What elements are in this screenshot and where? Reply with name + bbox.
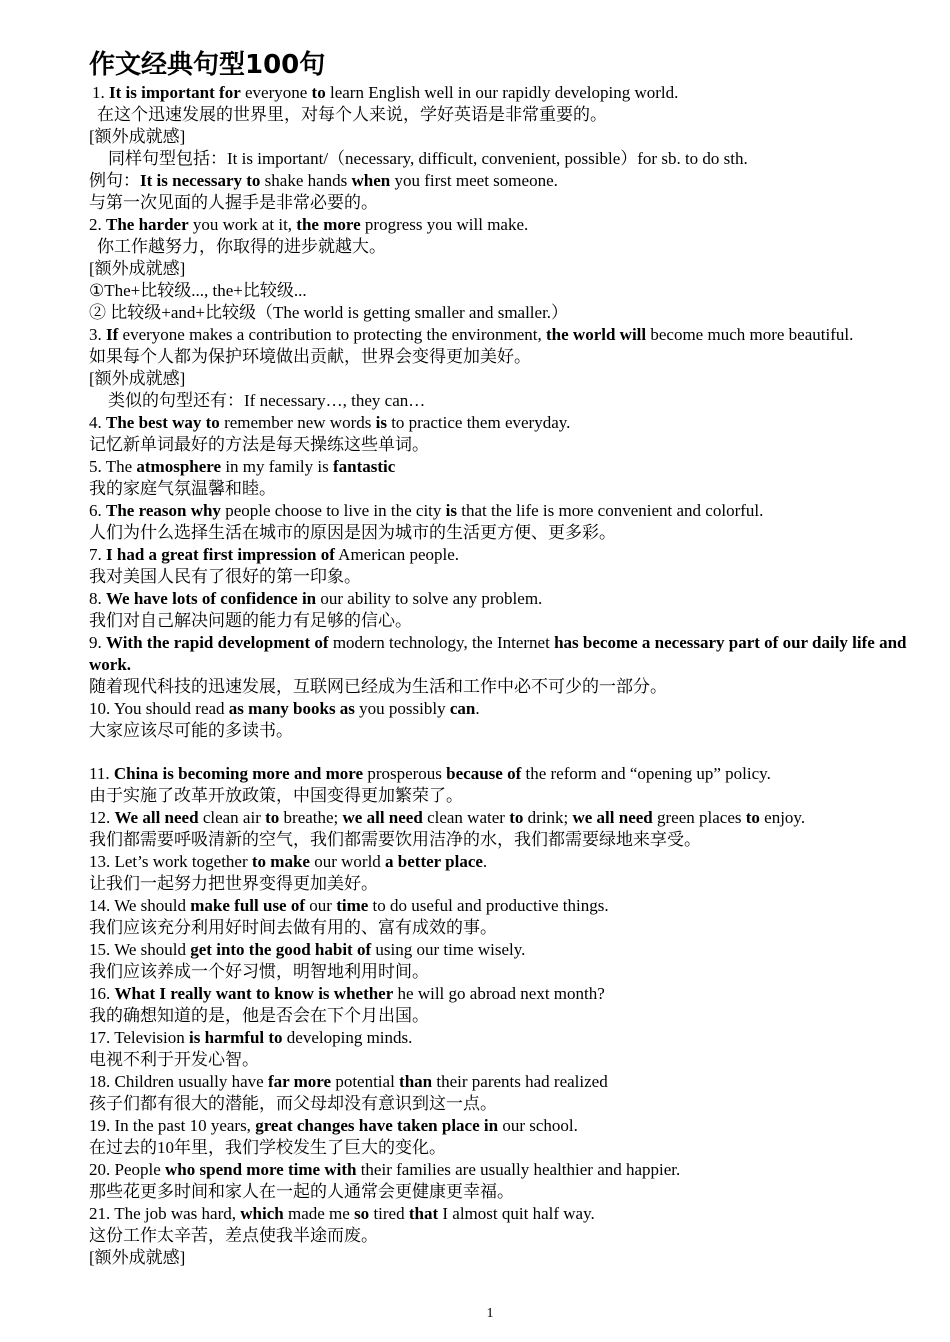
text-line xyxy=(89,82,909,104)
text-line xyxy=(89,346,909,368)
text-run: 与第一次见面的人握手是非常必要的。 xyxy=(89,193,378,212)
text-run: the reform and “opening up” policy. xyxy=(521,764,771,783)
bold-phrase: time xyxy=(336,896,369,915)
bold-phrase: fantastic xyxy=(332,457,396,476)
bold-phrase: a better place xyxy=(385,852,483,871)
text-line xyxy=(89,456,909,478)
text-run: 孩子们都有很大的潜能，而父母却没有意识到这一点。 xyxy=(89,1094,497,1113)
text-run: made me xyxy=(283,1204,355,1223)
bold-phrase: to xyxy=(311,83,326,102)
bold-phrase: make full use of xyxy=(190,896,306,915)
text-line xyxy=(89,698,909,720)
text-line xyxy=(89,1049,909,1071)
text-line xyxy=(89,895,909,917)
text-run: 例句： xyxy=(89,171,140,190)
text-line xyxy=(89,148,909,170)
bold-phrase: The reason why xyxy=(106,501,221,520)
text-run: prosperous xyxy=(363,764,447,783)
bold-phrase: far more xyxy=(267,1072,332,1091)
text-run: everyone xyxy=(240,83,312,102)
text-run: our ability to solve any problem. xyxy=(316,589,543,608)
bold-phrase: to make xyxy=(251,852,310,871)
text-run: 2. xyxy=(89,215,106,234)
bold-phrase: The best way to xyxy=(106,413,220,432)
document-title: 作文经典句型100句 xyxy=(89,50,326,80)
text-run: 记忆新单词最好的方法是每天操练这些单词。 xyxy=(89,435,429,454)
bold-phrase: which xyxy=(240,1204,284,1223)
bold-phrase: get into the good habit of xyxy=(190,940,372,959)
text-run: 同样句型包括：It is important/（necessary, difficult, convenient, possible）for sb. to do sth. xyxy=(108,149,748,168)
text-run: 3. xyxy=(89,325,106,344)
text-line xyxy=(89,324,909,346)
bold-phrase: to xyxy=(265,808,280,827)
bold-phrase: is xyxy=(375,413,387,432)
bold-phrase: the world will xyxy=(546,325,647,344)
text-line xyxy=(89,302,909,324)
text-run: 类似的句型还有：If necessary…, they can… xyxy=(108,391,426,410)
text-run: their families are usually healthier and happier. xyxy=(356,1160,681,1179)
text-line xyxy=(89,236,909,258)
text-line xyxy=(89,763,909,785)
text-run: 12. xyxy=(89,808,115,827)
text-line xyxy=(89,214,909,236)
text-run: shake hands xyxy=(260,171,352,190)
text-line xyxy=(89,1071,909,1093)
bold-phrase: can xyxy=(449,699,476,718)
text-run: our school. xyxy=(498,1116,578,1135)
text-run: developing minds. xyxy=(282,1028,413,1047)
text-line xyxy=(89,544,909,566)
text-run: 我们都需要呼吸清新的空气，我们都需要饮用洁净的水，我们都需要绿地来享受。 xyxy=(89,830,701,849)
text-run: progress you will make. xyxy=(360,215,529,234)
text-run: [额外成就感] xyxy=(89,259,186,278)
text-line xyxy=(89,873,909,895)
bold-phrase: I had a great first impression of xyxy=(106,545,335,564)
text-run: clean air xyxy=(198,808,266,827)
text-run: 让我们一起努力把世界变得更加美好。 xyxy=(89,874,378,893)
bold-phrase: With the rapid development of xyxy=(106,633,329,652)
text-run: 16. xyxy=(89,984,115,1003)
text-run: become much more beautiful. xyxy=(646,325,854,344)
text-run: potential xyxy=(331,1072,400,1091)
text-line xyxy=(89,676,909,698)
text-run: [额外成就感] xyxy=(89,127,186,146)
text-run: you possibly xyxy=(354,699,450,718)
text-run: 15. We should xyxy=(89,940,191,959)
text-run: drink; xyxy=(523,808,573,827)
bold-phrase: because of xyxy=(446,764,522,783)
text-run: that the life is more convenient and colorful. xyxy=(457,501,764,520)
bold-phrase: It is necessary to xyxy=(140,171,261,190)
text-run: their parents had realized xyxy=(432,1072,608,1091)
text-run: 8. xyxy=(89,589,106,608)
text-run: 4. xyxy=(89,413,106,432)
text-run: . xyxy=(482,852,488,871)
text-line xyxy=(89,566,909,588)
bold-phrase: we all need xyxy=(342,808,423,827)
text-line xyxy=(89,588,909,610)
text-line xyxy=(89,961,909,983)
page-number: 1 xyxy=(486,1306,494,1321)
text-line xyxy=(89,1027,909,1049)
text-run: 随着现代科技的迅速发展，互联网已经成为生活和工作中必不可少的一部分。 xyxy=(89,677,667,696)
text-run: 9. xyxy=(89,633,106,652)
text-run: 10. You should read xyxy=(89,699,229,718)
text-run: I almost quit half way. xyxy=(438,1204,595,1223)
text-run: 这份工作太辛苦，差点使我半途而废。 xyxy=(89,1226,378,1245)
text-line xyxy=(89,390,909,412)
bold-phrase: to xyxy=(509,808,524,827)
text-run: in my family is xyxy=(221,457,333,476)
bold-phrase: who spend more time with xyxy=(165,1160,357,1179)
text-line xyxy=(89,1247,909,1269)
text-line xyxy=(89,1225,909,1247)
text-run: 我们对自己解决问题的能力有足够的信心。 xyxy=(89,611,412,630)
text-line xyxy=(89,1137,909,1159)
text-run: 20. People xyxy=(89,1160,166,1179)
text-run: remember new words xyxy=(219,413,376,432)
text-run: 18. Children usually have xyxy=(89,1072,268,1091)
text-run: [额外成就感] xyxy=(89,369,186,388)
text-line xyxy=(89,478,909,500)
text-run: 电视不利于开发心智。 xyxy=(89,1050,259,1069)
text-run: 5. The xyxy=(89,457,137,476)
bold-phrase: atmosphere xyxy=(136,457,222,476)
text-line xyxy=(89,434,909,456)
bold-phrase: The harder xyxy=(106,215,189,234)
text-line xyxy=(89,170,909,192)
text-line xyxy=(89,807,909,829)
text-run: you work at it, xyxy=(188,215,297,234)
text-line xyxy=(89,192,909,214)
bold-phrase: has become a necessary part of our daily life and work. xyxy=(89,633,907,674)
bold-phrase: is harmful to xyxy=(189,1028,283,1047)
text-run: 我们应该充分利用好时间去做有用的、富有成效的事。 xyxy=(89,918,497,937)
bold-phrase: than xyxy=(399,1072,433,1091)
bold-phrase: is xyxy=(445,501,457,520)
text-run: 在过去的10年里，我们学校发生了巨大的变化。 xyxy=(89,1138,446,1157)
text-run: green places xyxy=(652,808,746,827)
text-run: he will go abroad next month? xyxy=(393,984,605,1003)
text-line xyxy=(89,1093,909,1115)
text-line xyxy=(89,104,909,126)
text-line xyxy=(89,280,909,302)
text-run: 17. Television xyxy=(89,1028,190,1047)
text-run: 14. We should xyxy=(89,896,191,915)
text-line xyxy=(89,851,909,873)
bold-phrase: to xyxy=(745,808,760,827)
text-run: you first meet someone. xyxy=(390,171,558,190)
text-run: people choose to live in the city xyxy=(220,501,446,520)
text-run: 13. Let’s work together xyxy=(89,852,252,871)
text-run: to do useful and productive things. xyxy=(368,896,609,915)
text-run: 7. xyxy=(89,545,106,564)
text-run: 人们为什么选择生活在城市的原因是因为城市的生活更方便、更多彩。 xyxy=(89,523,616,542)
text-run: 6. xyxy=(89,501,106,520)
text-run: . xyxy=(475,699,480,718)
text-line xyxy=(89,1115,909,1137)
text-line xyxy=(89,522,909,544)
bold-phrase: China is becoming more and more xyxy=(113,764,364,783)
text-line xyxy=(89,610,909,632)
text-line xyxy=(89,1203,909,1225)
bold-phrase: great changes have taken place in xyxy=(255,1116,499,1135)
text-line xyxy=(89,939,909,961)
text-run: 21. The job was hard, xyxy=(89,1204,241,1223)
bold-phrase: we all need xyxy=(572,808,653,827)
text-line xyxy=(89,632,909,676)
text-run: clean water xyxy=(422,808,510,827)
text-run: 在这个迅速发展的世界里，对每个人来说，学好英语是非常重要的。 xyxy=(97,105,607,124)
text-line xyxy=(89,412,909,434)
text-run: 你工作越努力，你取得的进步就越大。 xyxy=(97,237,386,256)
text-run: [额外成就感] xyxy=(89,1248,186,1267)
text-line xyxy=(89,1005,909,1027)
text-run: ② 比较级+and+比较级（The world is getting smaller and smaller.） xyxy=(89,303,569,322)
text-run: American people. xyxy=(334,545,460,564)
text-run: 我对美国人民有了很好的第一印象。 xyxy=(89,567,361,586)
text-run: 由于实施了改革开放政策，中国变得更加繁荣了。 xyxy=(89,786,463,805)
bold-phrase: What I really want to know is whether xyxy=(114,984,394,1003)
text-line xyxy=(89,983,909,1005)
document-body xyxy=(89,82,909,1269)
text-line xyxy=(89,258,909,280)
document-page xyxy=(89,48,909,1269)
text-run: everyone makes a contribution to protecting the environment, xyxy=(118,325,546,344)
text-run: 19. In the past 10 years, xyxy=(89,1116,256,1135)
text-run: 我的家庭气氛温馨和睦。 xyxy=(89,479,276,498)
bold-phrase: so xyxy=(354,1204,370,1223)
text-run: 那些花更多时间和家人在一起的人通常会更健康更幸福。 xyxy=(89,1182,514,1201)
text-run: our xyxy=(305,896,337,915)
text-run: learn English well in our rapidly developing world. xyxy=(325,83,679,102)
text-run: our world xyxy=(309,852,386,871)
bold-phrase: when xyxy=(351,171,391,190)
text-run: ①The+比较级..., the+比较级... xyxy=(89,281,307,300)
bold-phrase: We have lots of confidence in xyxy=(106,589,317,608)
text-line xyxy=(89,500,909,522)
text-line xyxy=(89,785,909,807)
bold-phrase: We all need xyxy=(114,808,199,827)
bold-phrase: If xyxy=(106,325,119,344)
text-line xyxy=(89,1159,909,1181)
text-line xyxy=(89,1181,909,1203)
bold-phrase: as many books as xyxy=(228,699,355,718)
text-run: modern technology, the Internet xyxy=(328,633,555,652)
text-line xyxy=(89,829,909,851)
bold-phrase: that xyxy=(408,1204,439,1223)
text-run: 我的确想知道的是，他是否会在下个月出国。 xyxy=(89,1006,429,1025)
text-line xyxy=(89,720,909,742)
blank-line xyxy=(89,742,909,763)
text-line xyxy=(89,917,909,939)
bold-phrase: the more xyxy=(296,215,361,234)
text-run: tired xyxy=(369,1204,409,1223)
text-line xyxy=(89,126,909,148)
text-run: 如果每个人都为保护环境做出贡献，世界会变得更加美好。 xyxy=(89,347,531,366)
text-line xyxy=(89,368,909,390)
text-run: 大家应该尽可能的多读书。 xyxy=(89,721,293,740)
bold-phrase: It is important for xyxy=(109,83,241,102)
text-run: using our time wisely. xyxy=(371,940,526,959)
text-run: 我们应该养成一个好习惯，明智地利用时间。 xyxy=(89,962,429,981)
text-run: 1. xyxy=(92,83,109,102)
text-run: to practice them everyday. xyxy=(386,413,571,432)
text-run: enjoy. xyxy=(759,808,806,827)
text-run: breathe; xyxy=(279,808,343,827)
text-run: 11. xyxy=(89,764,114,783)
